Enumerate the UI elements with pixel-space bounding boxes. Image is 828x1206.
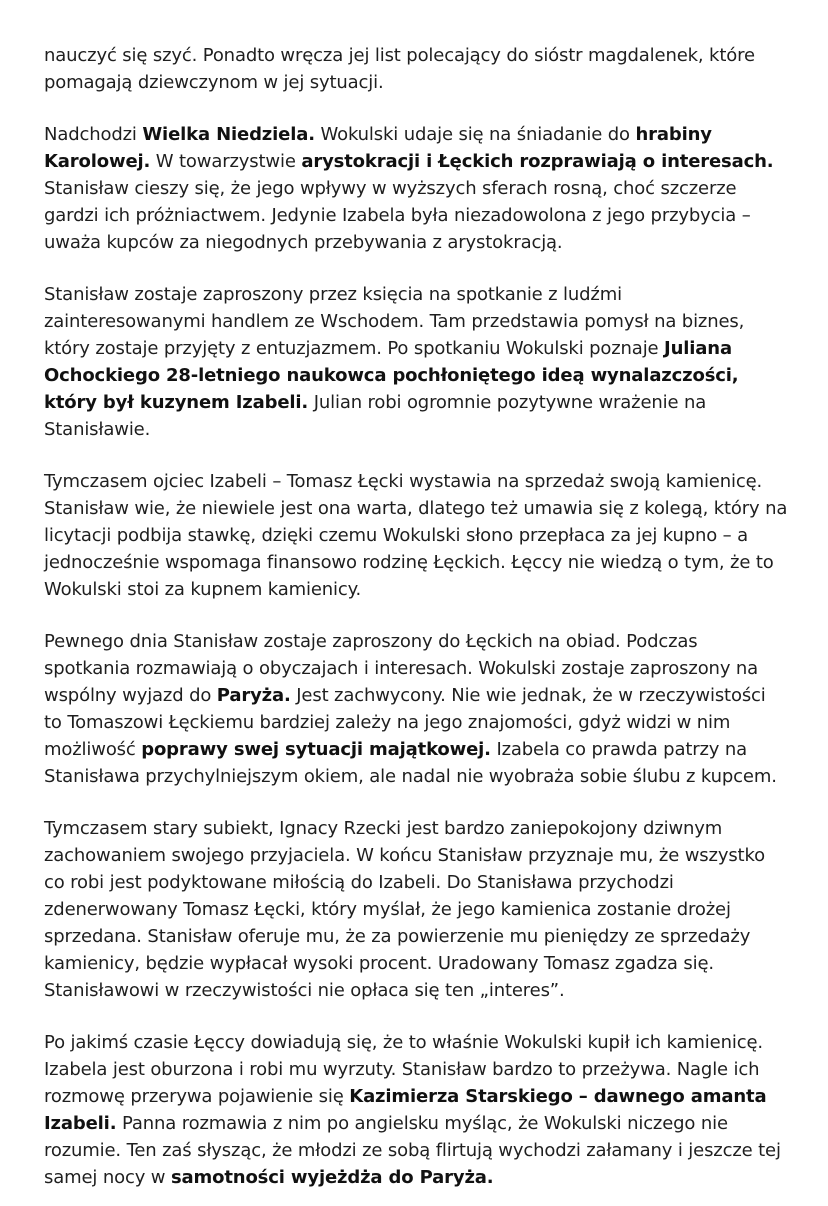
paragraph <box>44 815 788 1004</box>
bold-phrase: poprawy swej sytuacji majątkowej. <box>141 739 491 760</box>
paragraph-text: Panna rozmawia z nim po angielsku myśląc, że Wokulski niczego nie rozumie. Ten zaś słysząc, że młodzi ze sobą flirtują wychodzi załamany i jeszcze tej samej nocy w <box>44 1113 781 1188</box>
bold-phrase: hrabiny Karolowej. <box>44 124 712 172</box>
paragraph-text: Stanisław zostaje zaproszony przez księcia na spotkanie z ludźmi zainteresowanymi handlem ze Wschodem. Tam przedstawia pomysł na biznes, który zostaje przyjęty z entuzjazmem. Po spotkaniu Wokulski poznaje <box>44 284 745 359</box>
paragraph <box>44 468 788 603</box>
paragraph <box>44 121 788 256</box>
paragraph-text: Julian robi ogromnie pozytywne wrażenie na Stanisławie. <box>44 392 707 440</box>
paragraph-text: Izabela co prawda patrzy na Stanisława przychylniejszym okiem, ale nadal nie wyobraża sobie ślubu z kupcem. <box>44 739 777 787</box>
bold-phrase: Wielka Niedziela. <box>142 124 315 145</box>
bold-phrase: Kazimierza Starskiego – dawnego amanta Izabeli. <box>44 1086 767 1134</box>
bold-phrase: Juliana Ochockiego 28-letniego naukowca pochłoniętego ideą wynalazczości, który był kuzynem Izabeli. <box>44 338 739 413</box>
paragraph-text: Tymczasem ojciec Izabeli – Tomasz Łęcki wystawia na sprzedaż swoją kamienicę. Stanisław wie, że niewiele jest ona warta, dlatego też umawia się z kolegą, który na licytacji podbija stawkę, dzięki czemu Wokulski słono przepłaca za jej kupno – a jednocześnie wspomaga finansowo rodzinę Łęckich. Łęccy nie wiedzą o tym, że to Wokulski stoi za kupnem kamienicy. <box>44 471 788 600</box>
bold-phrase: arystokracji i Łęckich rozprawiają o interesach. <box>301 151 774 172</box>
paragraph-text: Stanisław cieszy się, że jego wpływy w wyższych sferach rosną, choć szczerze gardzi ich próżniactwem. Jedynie Izabela była niezadowolona z jego przybycia – uważa kupców za niegodnych przebywania z arystokracją. <box>44 178 751 253</box>
paragraph-text: Tymczasem stary subiekt, Ignacy Rzecki jest bardzo zaniepokojony dziwnym zachowaniem swojego przyjaciela. W końcu Stanisław przyznaje mu, że wszystko co robi jest podyktowane miłością do Izabeli. Do Stanisława przychodzi zdenerwowany Tomasz Łęcki, który myślał, że jego kamienica zostanie drożej sprzedana. Stanisław oferuje mu, że za powierzenie mu pieniędzy ze sprzedaży kamienicy, będzie wypłacał wysoki procent. Uradowany Tomasz zgadza się. Stanisławowi w rzeczywistości nie opłaca się ten „interes”. <box>44 818 765 1001</box>
paragraph <box>44 1029 788 1191</box>
paragraph-text: W towarzystwie <box>150 151 302 172</box>
paragraph-text: Wokulski udaje się na śniadanie do <box>314 124 636 145</box>
paragraph-text: Pewnego dnia Stanisław zostaje zaproszony do Łęckich na obiad. Podczas spotkania rozmawiają o obyczajach i interesach. Wokulski zostaje zaproszony na wspólny wyjazd do <box>44 631 759 706</box>
paragraph-text: nauczyć się szyć. Ponadto wręcza jej list polecający do sióstr magdalenek, które pomagają dziewczynom w jej sytuacji. <box>44 45 755 93</box>
bold-phrase: samotności wyjeżdża do Paryża. <box>170 1167 494 1188</box>
paragraph <box>44 42 788 96</box>
bold-phrase: Paryża. <box>216 685 291 706</box>
paragraph <box>44 281 788 443</box>
paragraph-text: Po jakimś czasie Łęccy dowiadują się, że to właśnie Wokulski kupił ich kamienicę. Izabela jest oburzona i robi mu wyrzuty. Stanisław bardzo to przeżywa. Nagle ich rozmowę przerywa pojawienie się <box>44 1032 763 1107</box>
paragraph <box>44 628 788 790</box>
paragraph-text: Nadchodzi <box>44 124 143 145</box>
paragraph-text: Jest zachwycony. Nie wie jednak, że w rzeczywistości to Tomaszowi Łęckiemu bardziej zależy na jego znajomości, gdyż widzi w nim możliwość <box>44 685 766 760</box>
